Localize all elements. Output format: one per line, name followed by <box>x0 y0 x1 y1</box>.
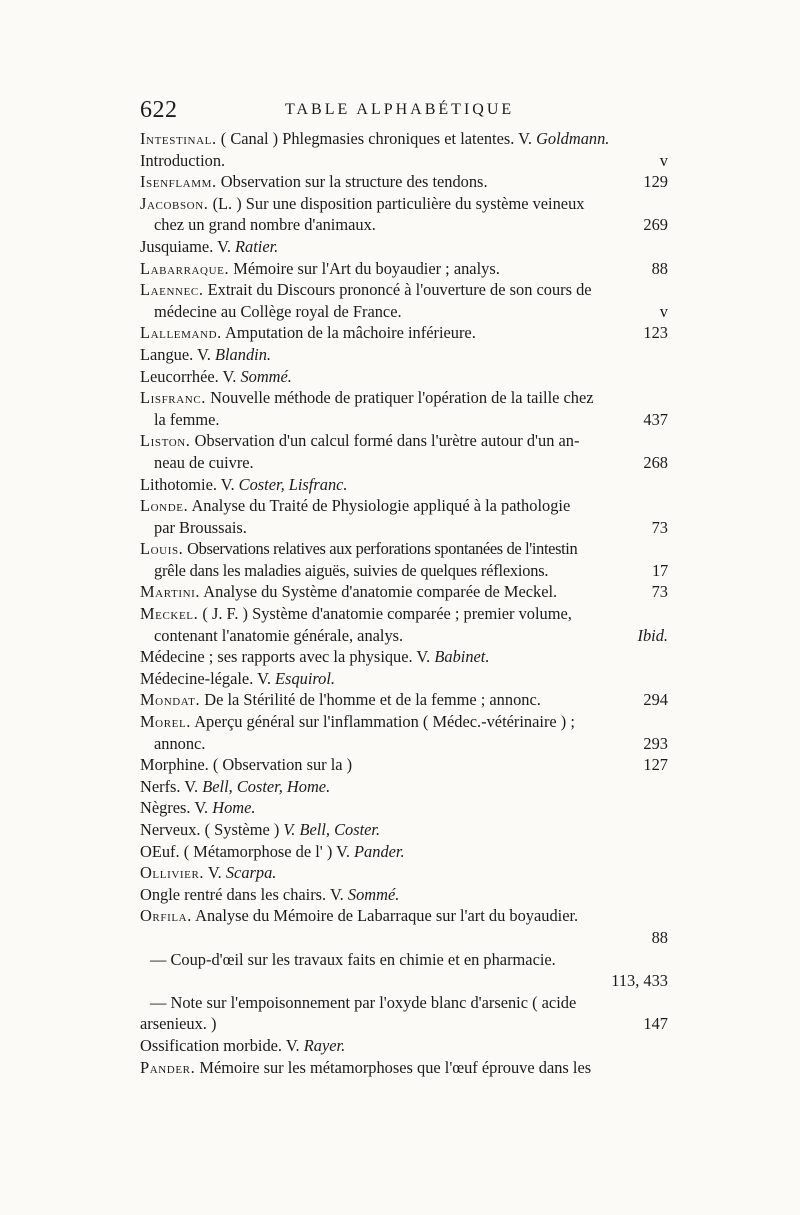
page-ref: 113, 433 <box>611 971 668 991</box>
running-title: TABLE ALPHABÉTIQUE <box>285 101 515 118</box>
index-entry: Pander. Mémoire sur les métamorphoses que l'œuf éprouve dans les <box>140 1057 592 1077</box>
index-entry: Lisfranc. Nouvelle méthode de pratiquer l'opération de la taille chez <box>140 388 594 408</box>
index-entry: Orfila. Analyse du Mémoire de Labarraque sur l'art du boyaudier. <box>140 906 579 926</box>
index-entry: Labarraque. Mémoire sur l'Art du boyaudier ; analys. 88 <box>140 258 668 278</box>
index-entry: Louis. Observations relatives aux perforations spontanées de l'intestin <box>140 539 578 559</box>
index-entry: Nerfs. V. Bell, Coster, Home. <box>140 776 331 796</box>
index-entry-continuation: par Broussais. 73 <box>154 517 668 537</box>
index-entry: Nègres. V. Home. <box>140 798 256 818</box>
index-entry: Meckel. ( J. F. ) Système d'anatomie comparée ; premier volume, <box>140 604 572 624</box>
page-number: 622 <box>140 97 178 123</box>
index-entry: Nerveux. ( Système ) V. Bell, Coster. <box>140 820 381 839</box>
page-ref: v <box>659 301 668 321</box>
page-ref: Ibid. <box>637 625 668 645</box>
index-entry: Ongle rentré dans les chairs. V. Sommé. <box>140 884 400 904</box>
index-entry-continuation <box>140 970 668 992</box>
index-entry: Jusquiame. V. Ratier. <box>140 236 279 256</box>
page-ref: 269 <box>643 215 668 235</box>
page-header <box>140 97 668 125</box>
page-ref: 73 <box>651 517 668 537</box>
page-ref: 88 <box>651 258 668 278</box>
index-entry-continuation: annonc. 293 <box>154 733 668 753</box>
index-entry-continuation: la femme. 437 <box>154 409 668 429</box>
page-ref: 147 <box>643 1014 668 1034</box>
page-ref: 294 <box>643 690 668 710</box>
index-entry-continuation: chez un grand nombre d'animaux. 269 <box>154 215 668 235</box>
index-entry: Lithotomie. V. Coster, Lisfranc. <box>140 474 348 494</box>
index-entry: Liston. Observation d'un calcul formé dans l'urètre autour d'un an- <box>140 431 580 451</box>
index-entry: Médecine ; ses rapports avec la physique. V. Babinet. <box>140 647 490 667</box>
index-entry-continuation: grêle dans les maladies aiguës, suivies de quelques réflexions. 17 <box>154 560 668 580</box>
index-entry: Mondat. De la Stérilité de l'homme et de la femme ; annonc. 294 <box>140 690 668 710</box>
index-entries <box>140 128 668 1078</box>
index-entry: Morphine. ( Observation sur la ) 127 <box>140 755 668 775</box>
index-entry: Lallemand. Amputation de la mâchoire inférieure. 123 <box>140 323 668 343</box>
index-entry-continuation: neau de cuivre. 268 <box>154 452 668 472</box>
index-entry: Morel. Aperçu général sur l'inflammation ( Médec.-vétérinaire ) ; <box>140 712 575 732</box>
page-ref: 268 <box>643 452 668 472</box>
index-entry: Ossification morbide. V. Rayer. <box>140 1035 346 1055</box>
page-ref: 293 <box>643 733 668 753</box>
page-ref: 73 <box>651 582 668 602</box>
index-subentry: — Coup-d'œil sur les travaux faits en chimie et en pharmacie. <box>150 949 556 969</box>
index-entry-continuation: contenant l'anatomie générale, analys. Ibid. <box>154 625 668 645</box>
index-subentry: — Note sur l'empoisonnement par l'oxyde blanc d'arsenic ( acide <box>150 992 577 1012</box>
index-entry: Martini. Analyse du Système d'anatomie comparée de Meckel. 73 <box>140 582 668 602</box>
index-entry: Londe. Analyse du Traité de Physiologie appliqué à la pathologie <box>140 496 571 516</box>
page-ref: 127 <box>643 755 668 775</box>
page-ref: v <box>659 150 668 170</box>
index-entry: Leucorrhée. V. Sommé. <box>140 366 292 386</box>
index-entry: Laennec. Extrait du Discours prononcé à l'ouverture de son cours de <box>140 280 592 300</box>
index-entry: Médecine-légale. V. Esquirol. <box>140 668 335 688</box>
index-entry: Langue. V. Blandin. <box>140 344 271 364</box>
index-entry: Isenflamm. Observation sur la structure des tendons. 129 <box>140 172 668 192</box>
page-ref: 123 <box>643 323 668 343</box>
page-ref: 88 <box>651 927 668 947</box>
index-entry: OEuf. ( Métamorphose de l' ) V. Pander. <box>140 841 405 861</box>
page-ref: 17 <box>652 560 668 580</box>
index-entry-continuation <box>140 927 668 949</box>
page-ref: 437 <box>643 409 668 429</box>
page-ref: 129 <box>643 172 668 192</box>
index-entry-continuation: médecine au Collège royal de France. v <box>154 301 668 321</box>
index-entry: Ollivier. V. Scarpa. <box>140 863 277 883</box>
index-entry-continuation: arsenieux. ) 147 <box>140 1014 668 1034</box>
index-entry: Intestinal. ( Canal ) Phlegmasies chroniques et latentes. V. Goldmann. <box>140 129 610 148</box>
index-entry: Jacobson. (L. ) Sur une disposition particulière du système veineux <box>140 193 585 213</box>
index-entry: Introduction. v <box>140 150 668 170</box>
